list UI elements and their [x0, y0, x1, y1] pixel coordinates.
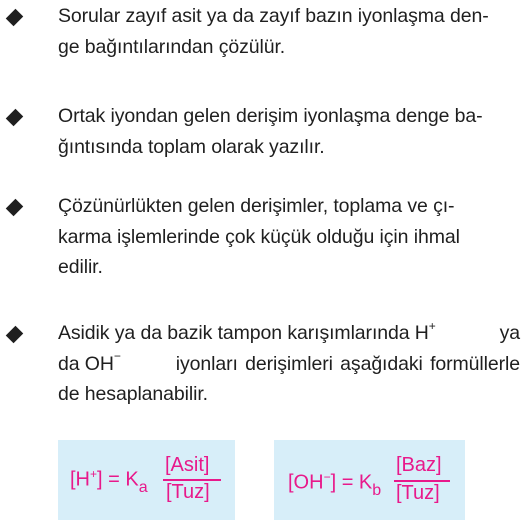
text-segment: iyonları derişimleri aşağıdaki formüllerle [175, 352, 520, 375]
text-line: ge bağıntılarından çözülür. [58, 35, 286, 58]
diamond-bullet-icon [6, 109, 24, 127]
bullet-text [58, 101, 520, 162]
superscript: + [428, 318, 436, 333]
formula-text: [OH [288, 471, 324, 494]
superscript: + [90, 467, 98, 481]
fraction-denominator: [Tuz] [166, 481, 210, 503]
bullet-text [58, 1, 520, 62]
fraction-numerator: [Baz] [396, 454, 442, 476]
formula-text: ] = K [97, 468, 139, 491]
text-line [58, 349, 520, 380]
superscript: − [113, 349, 121, 363]
acid-buffer-formula-box [58, 440, 235, 520]
text-segment: da OH [58, 352, 114, 375]
formula-lhs [288, 470, 382, 499]
formula-text: [H [70, 468, 90, 491]
bullet-text [58, 318, 520, 410]
text-segment: Asidik ya da bazik tampon karışımlarında H [58, 322, 429, 344]
diamond-bullet-icon [6, 199, 24, 217]
text-line [58, 318, 520, 349]
bullet-text [58, 191, 520, 283]
fraction-denominator: [Tuz] [396, 482, 440, 504]
text-line: de hesaplanabilir. [58, 383, 208, 405]
text-line: ğıntısında toplam olarak yazılır. [58, 135, 325, 158]
text-line: Çözünürlükten gelen derişimler, toplama ve çı- [58, 195, 455, 217]
diamond-bullet-icon [6, 9, 24, 27]
text-segment: ya [499, 322, 520, 344]
formula-lhs [70, 467, 148, 496]
text-line: Ortak iyondan gelen derişim iyonlaşma denge ba- [58, 105, 483, 127]
diamond-bullet-icon [6, 326, 24, 344]
formula-text: ] = K [330, 471, 373, 494]
text-line: Sorular zayıf asit ya da zayıf bazın iyonlaşma den- [58, 5, 489, 27]
superscript: − [323, 470, 331, 484]
subscript: a [138, 478, 148, 496]
base-buffer-formula-box [274, 440, 465, 520]
text-line: edilir. [58, 256, 103, 278]
fraction-numerator: [Asit] [165, 454, 210, 476]
subscript: b [372, 481, 382, 499]
text-line: karma işlemlerinde çok küçük olduğu için ihmal [58, 225, 460, 248]
